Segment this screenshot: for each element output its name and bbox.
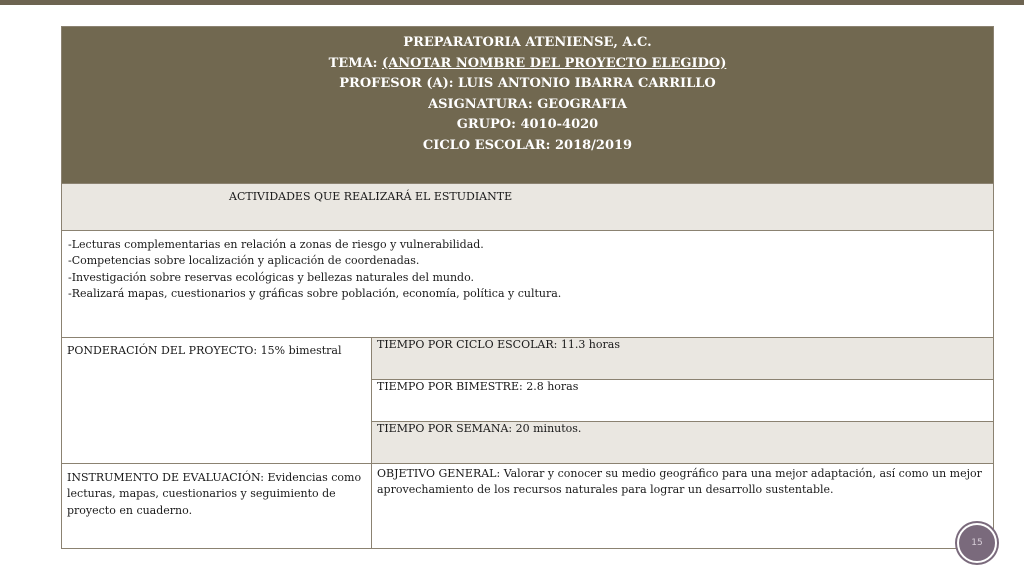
activity-item: -Competencias sobre localización y aplicación de coordenadas. [68, 254, 420, 268]
time-per-year [372, 338, 994, 380]
time-per-year-text: TIEMPO POR CICLO ESCOLAR: 11.3 horas [377, 338, 620, 351]
activity-item: -Realizará mapas, cuestionarios y gráficas sobre población, economía, política y cultura. [68, 287, 562, 301]
page-number-badge [957, 523, 997, 563]
topic-line [62, 54, 993, 75]
group-line: GRUPO: 4010-4020 [456, 117, 599, 132]
school-name: PREPARATORIA ATENIENSE, A.C. [403, 35, 652, 50]
activity-item: -Investigación sobre reservas ecológicas y bellezas naturales del mundo. [68, 270, 475, 284]
topic-value: (ANOTAR NOMBRE DEL PROYECTO ELEGIDO) [382, 55, 727, 71]
time-per-bimester-text: TIEMPO POR BIMESTRE: 2.8 horas [377, 380, 579, 393]
subject-line: ASIGNATURA: GEOGRAFIA [428, 96, 627, 112]
time-per-bimester [372, 380, 994, 422]
general-objective: OBJETIVO GENERAL: Valorar y conocer su medio geográfico para una mejor adaptación, así como un mejor aprovechamiento de los recursos naturales para lograr un desarrollo sustentable. [372, 464, 994, 549]
topic-label: TEMA: [328, 55, 383, 71]
teacher-line: PROFESOR (A): LUIS ANTONIO IBARRA CARRILLO [339, 76, 716, 91]
header-block [62, 27, 994, 184]
top-rule [0, 0, 1024, 5]
page-number: 15 [971, 538, 983, 548]
evaluation-instrument: INSTRUMENTO DE EVALUACIÓN: Evidencias como lecturas, mapas, cuestionarios y seguimiento de proyecto en cuaderno. [62, 464, 372, 549]
school-year-line: CICLO ESCOLAR: 2018/2019 [422, 137, 633, 153]
activities-list [62, 231, 994, 338]
weighting-cell: PONDERACIÓN DEL PROYECTO: 15% bimestral [62, 338, 372, 464]
time-per-week [372, 422, 994, 464]
activity-item: -Lecturas complementarias en relación a zonas de riesgo y vulnerabilidad. [68, 238, 484, 251]
time-per-week-text: TIEMPO POR SEMANA: 20 minutos. [377, 422, 582, 435]
project-table [61, 26, 994, 549]
activities-title: ACTIVIDADES QUE REALIZARÁ EL ESTUDIANTE [62, 184, 994, 231]
